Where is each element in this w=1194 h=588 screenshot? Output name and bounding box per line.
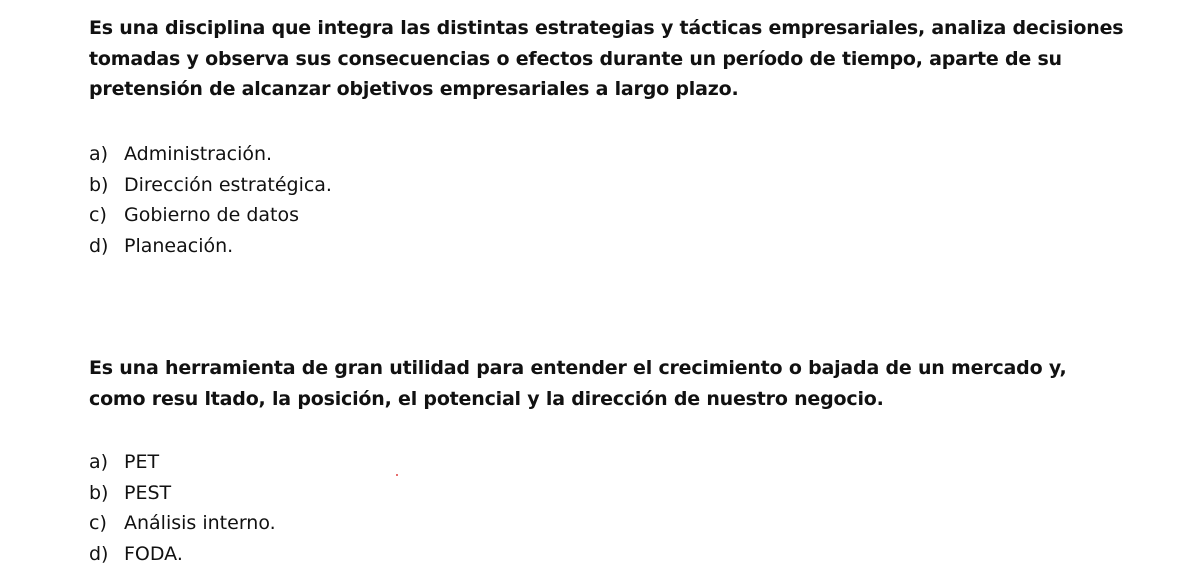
option-text: Dirección estratégica. xyxy=(124,173,332,196)
option-text: Gobierno de datos xyxy=(124,204,300,226)
question-2-option-c xyxy=(89,508,276,539)
option-letter: b) xyxy=(89,173,109,196)
option-text: Análisis interno. xyxy=(124,512,276,534)
option-text: Administración. xyxy=(124,143,273,165)
option-letter: a) xyxy=(89,143,109,165)
option-letter: a) xyxy=(89,451,109,473)
red-speck-mark xyxy=(396,474,398,476)
question-1-option-c xyxy=(89,200,332,231)
question-1-option-a xyxy=(89,139,332,170)
question-1-option-b xyxy=(89,170,332,201)
question-2-option-d xyxy=(89,539,276,570)
option-text: PEST xyxy=(124,481,172,504)
question-2-options xyxy=(89,447,276,569)
question-1-options xyxy=(89,139,332,261)
question-2-option-a xyxy=(89,447,276,478)
question-1-option-d xyxy=(89,231,332,262)
question-2-line-1: Es una herramienta de gran utilidad para entender el crecimiento o bajada de un mercado y, xyxy=(89,357,1067,379)
question-1-line-3: pretensión de alcanzar objetivos empresariales a largo plazo. xyxy=(89,78,739,100)
question-1-line-1: Es una disciplina que integra las distintas estrategias y tácticas empresariales, analiza decisiones xyxy=(89,17,1124,39)
option-letter: c) xyxy=(89,204,107,226)
question-1-text xyxy=(89,13,1123,105)
question-2-option-b xyxy=(89,478,276,509)
question-2-text xyxy=(89,353,1067,414)
option-letter: c) xyxy=(89,512,107,534)
question-1-line-2: tomadas y observa sus consecuencias o efectos durante un período de tiempo, aparte de su xyxy=(89,47,1062,70)
option-letter: d) xyxy=(89,542,109,565)
option-letter: d) xyxy=(89,234,109,257)
option-letter: b) xyxy=(89,481,109,504)
option-text: PET xyxy=(124,451,160,473)
option-text: FODA. xyxy=(124,542,183,565)
question-2-line-2: como resu ltado, la posición, el potencial y la dirección de nuestro negocio. xyxy=(89,387,884,410)
option-text: Planeación. xyxy=(124,234,234,257)
